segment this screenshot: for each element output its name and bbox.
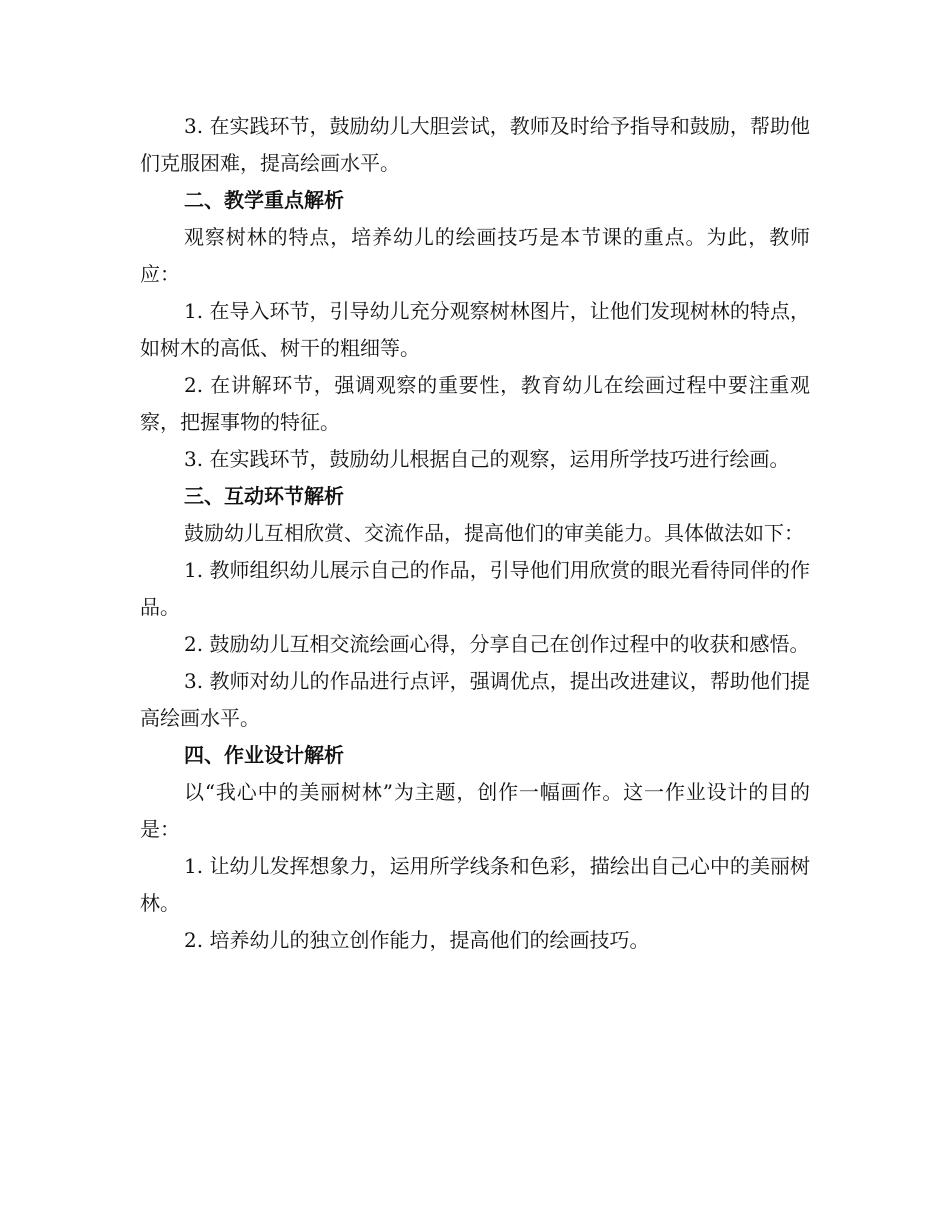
paragraph-homework-2: 2. 培养幼儿的独立创作能力，提高他们的绘画技巧。 xyxy=(184,928,650,952)
paragraph-key-points-1: 1. 在导入环节，引导幼儿充分观察树林图片，让他们发现树林的特点，如树木的高低、树干的粗细等。 xyxy=(140,299,810,360)
paragraph-key-points-intro: 观察树林的特点，培养幼儿的绘画技巧是本节课的重点。为此，教师应： xyxy=(140,225,810,286)
paragraph-key-points-2: 2. 在讲解环节，强调观察的重要性，教育幼儿在绘画过程中要注重观察，把握事物的特征。 xyxy=(140,373,810,434)
paragraph-interaction-1: 1. 教师组织幼儿展示自己的作品，引导他们用欣赏的眼光看待同伴的作品。 xyxy=(140,558,810,619)
section-heading-interaction: 三、互动环节解析 xyxy=(184,484,344,508)
paragraph-interaction-intro: 鼓励幼儿互相欣赏、交流作品，提高他们的审美能力。具体做法如下： xyxy=(184,521,804,545)
paragraph-homework-1: 1. 让幼儿发挥想象力，运用所学线条和色彩，描绘出自己心中的美丽树林。 xyxy=(140,854,810,915)
paragraph-key-points-3: 3. 在实践环节，鼓励幼儿根据自己的观察，运用所学技巧进行绘画。 xyxy=(184,447,790,471)
document-body xyxy=(140,108,810,959)
paragraph-interaction-3: 3. 教师对幼儿的作品进行点评，强调优点，提出改进建议，帮助他们提高绘画水平。 xyxy=(140,669,810,730)
section-heading-key-points: 二、教学重点解析 xyxy=(184,188,344,212)
section-heading-homework: 四、作业设计解析 xyxy=(184,743,344,767)
paragraph-interaction-2: 2. 鼓励幼儿互相交流绘画心得，分享自己在创作过程中的收获和感悟。 xyxy=(184,632,810,656)
paragraph-homework-intro: 以“我心中的美丽树林”为主题，创作一幅画作。这一作业设计的目的是： xyxy=(140,780,810,841)
paragraph-practice-3: 3. 在实践环节，鼓励幼儿大胆尝试，教师及时给予指导和鼓励，帮助他们克服困难，提高绘画水平。 xyxy=(140,114,810,175)
